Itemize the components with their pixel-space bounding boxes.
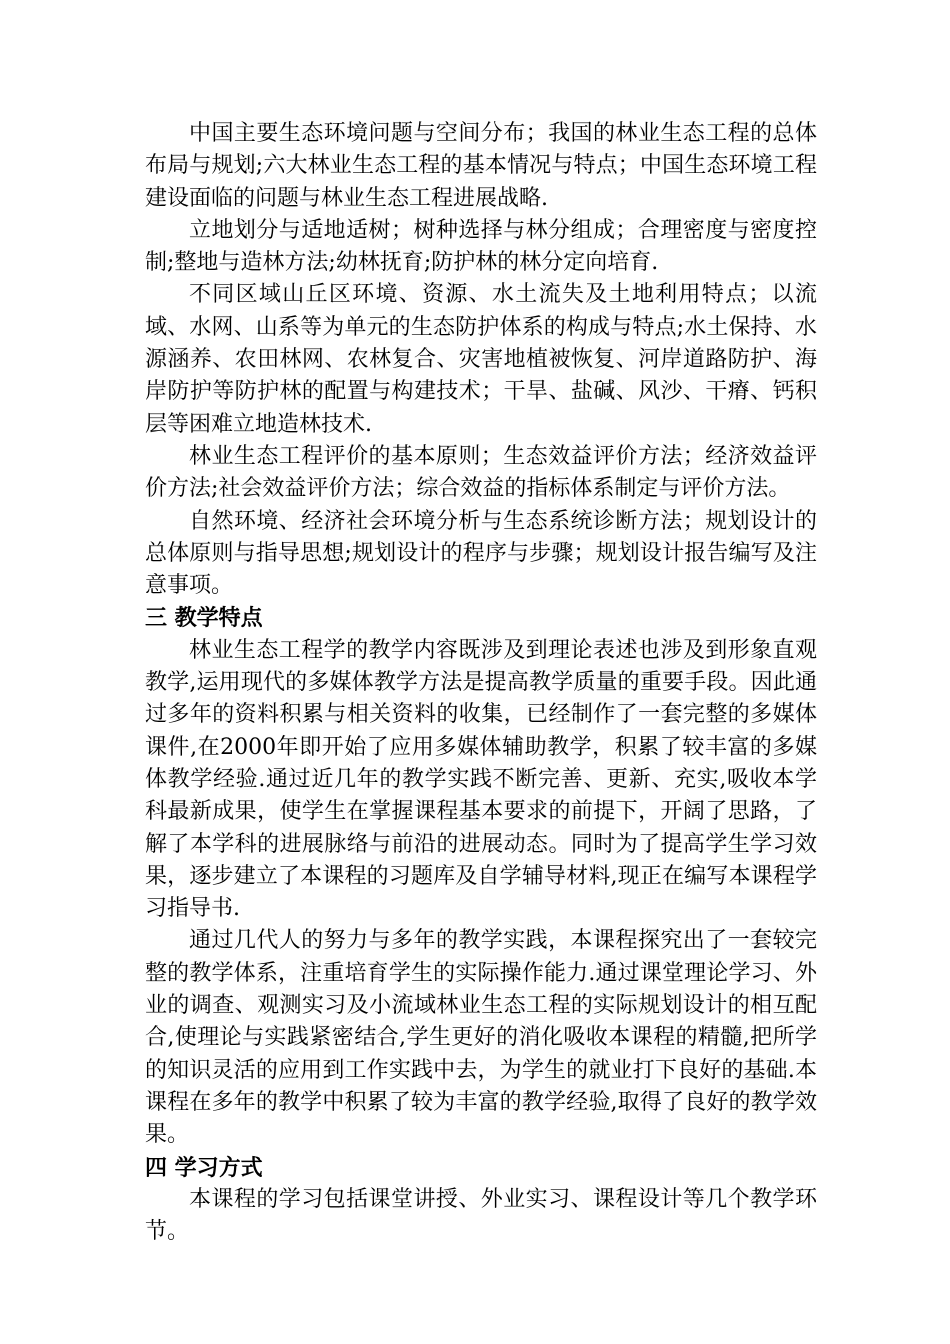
paragraph-learning-components: 本课程的学习包括课堂讲授、外业实习、课程设计等几个教学环节。	[145, 1186, 817, 1245]
section-heading-learning-methods: 四 学习方式	[145, 1154, 263, 1181]
paragraph-teaching-system: 通过几代人的努力与多年的教学实践，本课程探究出了一套较完整的教学体系，注重培育学生的实际操作能力.通过课堂理论学习、外业的调查、观测实习及小流域林业生态工程的实际规划设计的相互配合,使理论与实践紧密结合,学生更好的消化吸收本课程的精髓,把所学的知识灵活的应用到工作实践中去，为学生的就业打下良好的基础.本课程在多年的教学中积累了较为丰富的教学经验,取得了良好的教学效果。	[145, 928, 817, 1148]
document-page	[145, 118, 817, 1248]
section-heading-teaching-features: 三 教学特点	[145, 605, 263, 632]
paragraph-regional-protection: 不同区域山丘区环境、资源、水土流失及土地利用特点；以流域、水网、山系等为单元的生态防护体系的构成与特点;水土保持、水源涵养、农田林网、农林复合、灾害地植被恢复、河岸道路防护、海岸防护等防护林的配置与构建技术；干旱、盐碱、风沙、干瘠、钙积层等困难立地造林技术.	[145, 282, 817, 437]
paragraph-ecological-issues: 中国主要生态环境问题与空间分布；我国的林业生态工程的总体布局与规划;六大林业生态工程的基本情况与特点；中国生态环境工程建设面临的问题与林业生态工程进展战略.	[145, 121, 817, 211]
paragraph-multimedia-teaching: 林业生态工程学的教学内容既涉及到理论表述也涉及到形象直观教学,运用现代的多媒体教学方法是提高教学质量的重要手段。因此通过多年的资料积累与相关资料的收集，已经制作了一套完整的多媒体课件,在2000年即开始了应用多媒体辅助教学，积累了较丰富的多媒体教学经验.通过近几年的教学实践不断完善、更新、充实,吸收本学科最新成果，使学生在掌握课程基本要求的前提下，开阔了思路，了解了本学科的进展脉络与前沿的进展动态。同时为了提高学生学习效果，逐步建立了本课程的习题库及自学辅导材料,现正在编写本课程学习指导书.	[145, 637, 817, 922]
paragraph-site-classification: 立地划分与适地适树；树种选择与林分组成；合理密度与密度控制;整地与造林方法;幼林抚育;防护林的林分定向培育.	[145, 217, 817, 276]
paragraph-planning-design: 自然环境、经济社会环境分析与生态系统诊断方法；规划设计的总体原则与指导思想;规划设计的程序与步骤；规划设计报告编写及注意事项。	[145, 508, 817, 599]
paragraph-evaluation-methods: 林业生态工程评价的基本原则；生态效益评价方法；经济效益评价方法;社会效益评价方法；综合效益的指标体系制定与评价方法。	[145, 443, 817, 502]
